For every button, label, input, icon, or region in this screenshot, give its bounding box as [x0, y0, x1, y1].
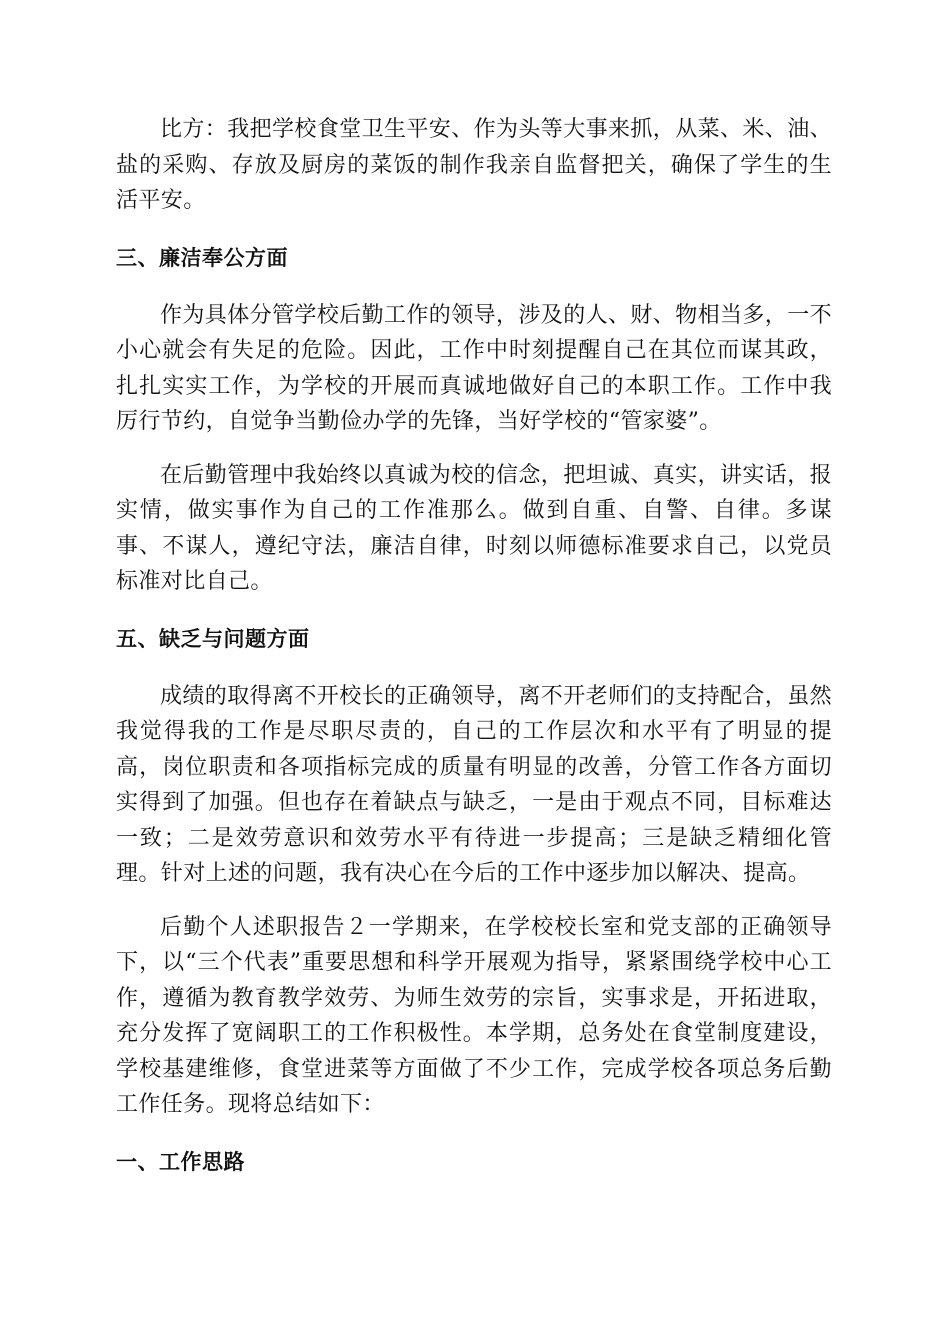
- document-page: [116, 112, 832, 1180]
- heading-integrity: 三、廉洁奉公方面: [116, 245, 288, 270]
- paragraph-canteen-safety: 比方：我把学校食堂卫生平安、作为头等大事来抓，从菜、米、油、盐的采购、存放及厨房的菜饭的制作我亲自监督把关，确保了学生的生活平安。: [116, 117, 833, 213]
- heading-shortcomings: 五、缺乏与问题方面: [116, 626, 310, 651]
- paragraph-integrity-duty: 作为具体分管学校后勤工作的领导，涉及的人、财、物相当多，一不小心就会有失足的危险。因此，工作中时刻提醒自己在其位而谋其政，扎扎实实工作，为学校的开展而真诚地做好自己的本职工作。工作中我厉行节约，自觉争当勤俭办学的先锋，当好学校的“管家婆”。: [116, 302, 833, 434]
- paragraph-shortcomings: 成绩的取得离不开校长的正确领导，离不开老师们的支持配合，虽然我觉得我的工作是尽职尽责的，自己的工作层次和水平有了明显的提高，岗位职责和各项指标完成的质量有明显的改善，分管工作各方面切实得到了加强。但也存在着缺点与缺乏，一是由于观点不同，目标难达一致；二是效劳意识和效劳水平有待进一步提高；三是缺乏精细化管理。针对上述的问题，我有决心在今后的工作中逐步加以解决、提高。: [116, 683, 833, 886]
- paragraph-integrity-principles: 在后勤管理中我始终以真诚为校的信念，把坦诚、真实，讲实话，报实情，做实事作为自己的工作准那么。做到自重、自警、自律。多谋事、不谋人，遵纪守法，廉洁自律，时刻以师德标准要求自己，以党员标准对比自己。: [116, 462, 833, 594]
- heading-work-approach: 一、工作思路: [116, 1149, 245, 1174]
- paragraph-report-2-intro: 后勤个人述职报告２一学期来，在学校校长室和党支部的正确领导下，以“三个代表”重要思想和科学开展观为指导，紧紧围绕学校中心工作，遵循为教育教学效劳、为师生效劳的宗旨，实事求是，开拓进取，充分发挥了宽阔职工的工作积极性。本学期，总务处在食堂制度建设，学校基建维修，食堂进菜等方面做了不少工作，完成学校各项总务后勤工作任务。现将总结如下：: [116, 914, 832, 1117]
